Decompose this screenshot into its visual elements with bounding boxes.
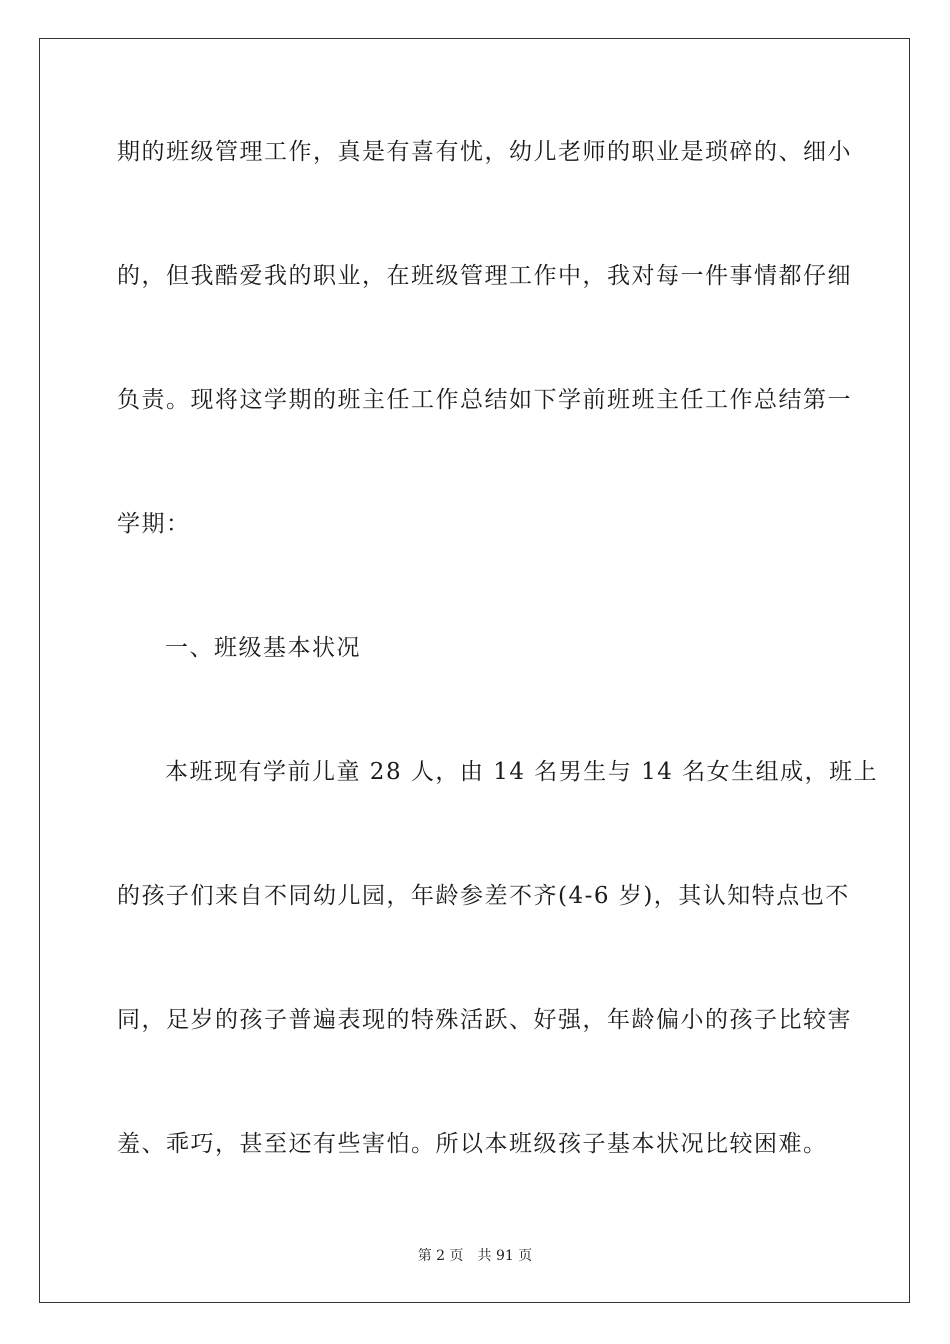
paragraph-line-2: 的，但我酷爱我的职业，在班级管理工作中，我对每一件事情都仔细 [117,263,852,289]
paragraph-line-7: 同，足岁的孩子普遍表现的特殊活跃、好强，年龄偏小的孩子比较害 [117,1007,852,1033]
page-footer [0,1247,950,1265]
paragraph-line-1: 期的班级管理工作，真是有喜有忧，幼儿老师的职业是琐碎的、细小 [117,139,852,165]
total-pages: 共 91 页 [477,1248,533,1264]
page-frame [39,38,910,1303]
paragraph-line-8: 羞、乖巧，甚至还有些害怕。所以本班级孩子基本状况比较困难。 [117,1131,828,1157]
section-heading: 一、班级基本状况 [165,635,361,661]
paragraph-line-6: 的孩子们来自不同幼儿园，年龄参差不齐(4-6 岁)，其认知特点也不 [117,883,850,909]
paragraph-line-4: 学期： [117,511,191,537]
paragraph-line-3: 负责。现将这学期的班主任工作总结如下学前班班主任工作总结第一 [117,387,852,413]
paragraph-line-5: 本班现有学前儿童 28 人，由 14 名男生与 14 名女生组成，班上 [165,759,879,785]
page-number: 第 2 页 [417,1248,464,1264]
